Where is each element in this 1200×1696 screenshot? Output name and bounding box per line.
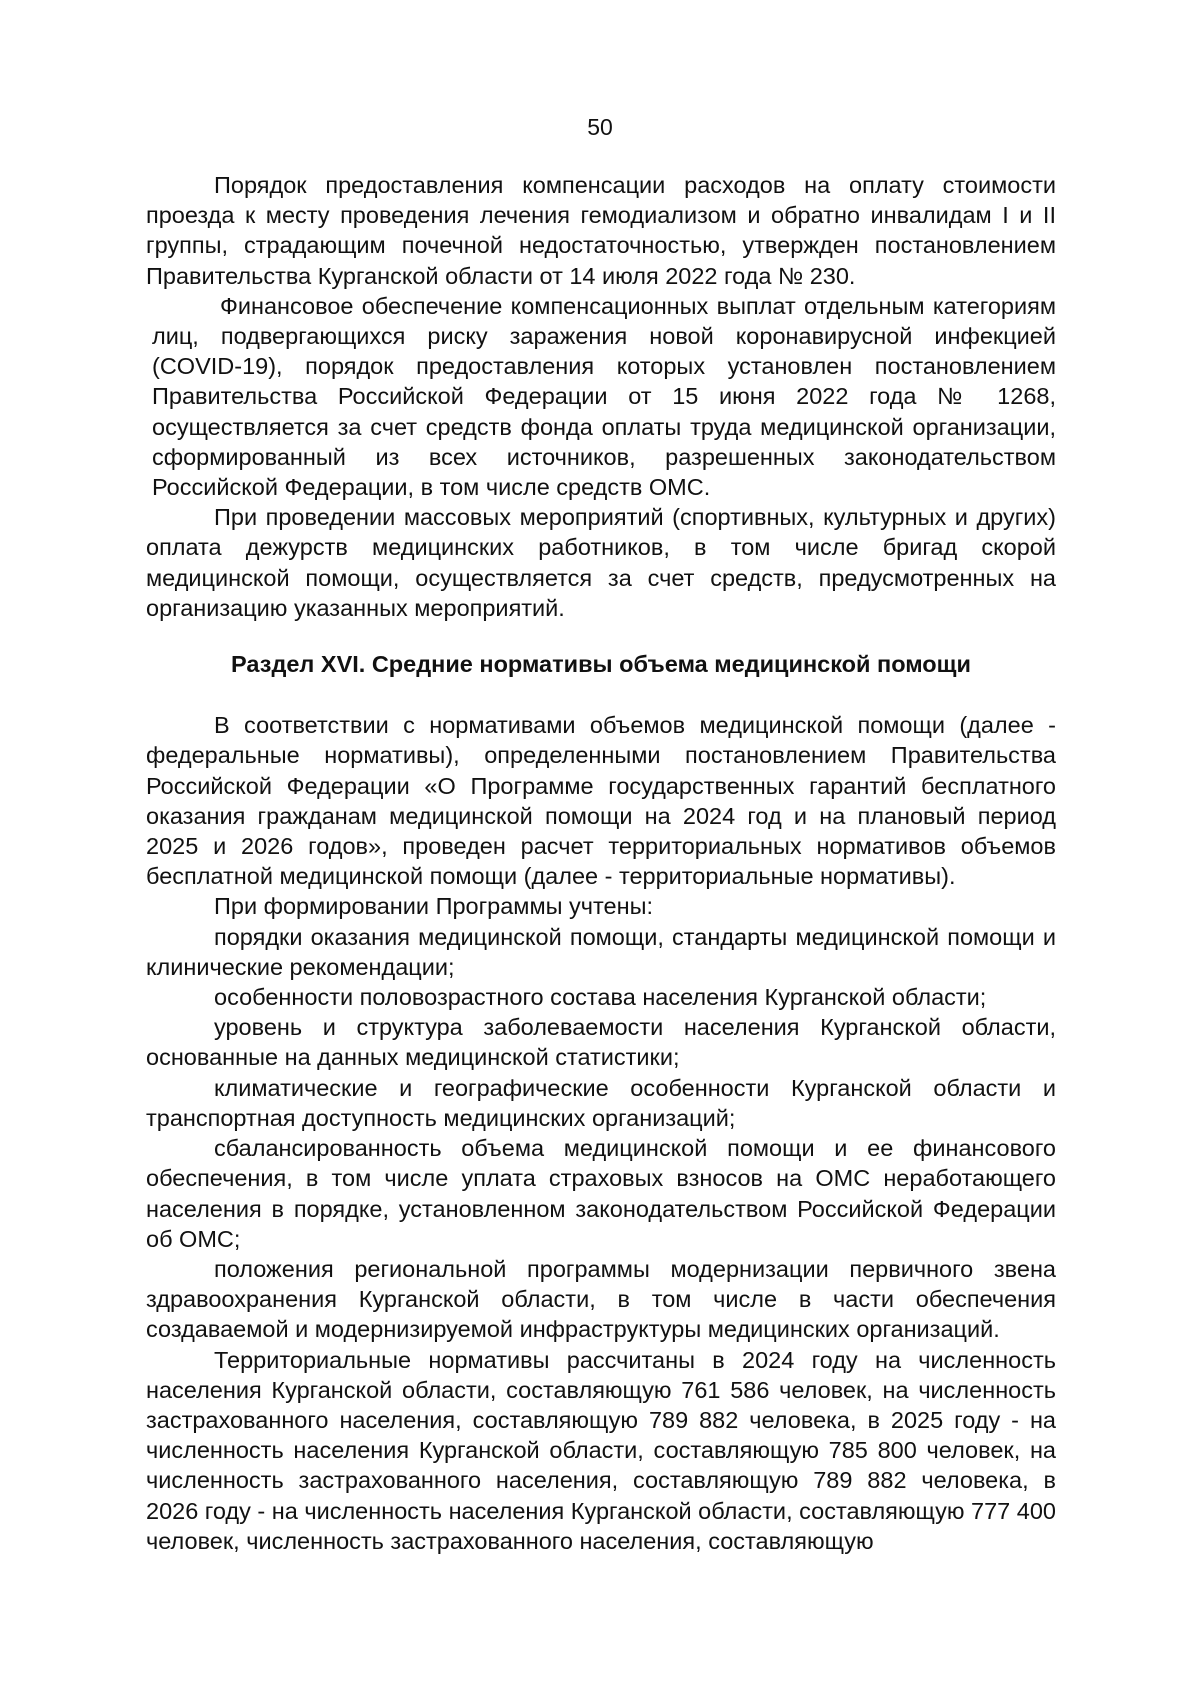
page-number: 50 bbox=[587, 114, 613, 140]
list-item-age-sex-structure: особенности половозрастного состава населения Курганской области; bbox=[214, 984, 987, 1011]
paragraph-compensation-procedure: Порядок предоставления компенсации расходов на оплату стоимости проезда к месту проведения лечения гемодиализом и обратно инвалидам I и II группы, страдающим почечной недостаточностью, утвержден постановлением Правительства Курганской области от 14 июля 2022 года № 230. bbox=[146, 172, 1056, 289]
list-item-modernization: положения региональной программы модернизации первичного звена здравоохранения Курганской области, в том числе в части обеспечения создаваемой и модернизируемой инфраструктуры медицинских организаций. bbox=[146, 1255, 1056, 1343]
document-body bbox=[146, 170, 1056, 1556]
paragraph-program-considered: При формировании Программы учтены: bbox=[214, 893, 653, 920]
paragraph-population-figures: Территориальные нормативы рассчитаны в 2024 году на численность населения Курганской области, составляющую 761 586 человек, на численность застрахованного населения, составляющую 789 882 человека, в 2025 году - на численность населения Курганской области, составляющую 785 800 человек, на численность застрахованного населения, составляющую 789 882 человека, в 2026 году - на численность населения Курганской области, составляющую 777 400 человек, численность застрахованного населения, составляющую bbox=[146, 1346, 1056, 1554]
list-item-climate-geography: климатические и географические особенности Курганской области и транспортная доступность медицинских организаций; bbox=[146, 1074, 1056, 1131]
section-heading: Раздел XVI. Средние нормативы объема медицинской помощи bbox=[231, 651, 971, 678]
list-item-morbidity: уровень и структура заболеваемости населения Курганской области, основанные на данных медицинской статистики; bbox=[146, 1014, 1056, 1071]
paragraph-federal-norms: В соответствии с нормативами объемов медицинской помощи (далее - федеральные нормативы), определенными постановлением Правительства Российской Федерации «О Программе государственных гарантий бесплатного оказания гражданам медицинской помощи на 2024 год и на плановый период 2025 и 2026 годов», проведен расчет территориальных нормативов объемов бесплатной медицинской помощи (далее - территориальные нормативы). bbox=[146, 712, 1056, 890]
paragraph-mass-events: При проведении массовых мероприятий (спортивных, культурных и других) оплата дежурств медицинских работников, в том числе бригад скорой медицинской помощи, осуществляется за счет средств, предусмотренных на организацию указанных мероприятий. bbox=[146, 504, 1056, 621]
list-item-care-procedures: порядки оказания медицинской помощи, стандарты медицинской помощи и клинические рекомендации; bbox=[146, 923, 1056, 980]
list-item-balance: сбалансированность объема медицинской помощи и ее финансового обеспечения, в том числе уплата страховых взносов на ОМС неработающего населения в порядке, установленном законодательством Российской Федерации об ОМС; bbox=[146, 1135, 1056, 1252]
paragraph-covid-compensation: Финансовое обеспечение компенсационных выплат отдельным категориям лиц, подвергающихся риску заражения новой коронавирусной инфекцией (COVID-19), порядок предоставления которых установлен постановлением Правительства Российской Федерации от 15 июня 2022 года № 1268, осуществляется за счет средств фонда оплаты труда медицинской организации, сформированный из всех источников, разрешенных законодательством Российской Федерации, в том числе средств ОМС. bbox=[152, 292, 1056, 501]
